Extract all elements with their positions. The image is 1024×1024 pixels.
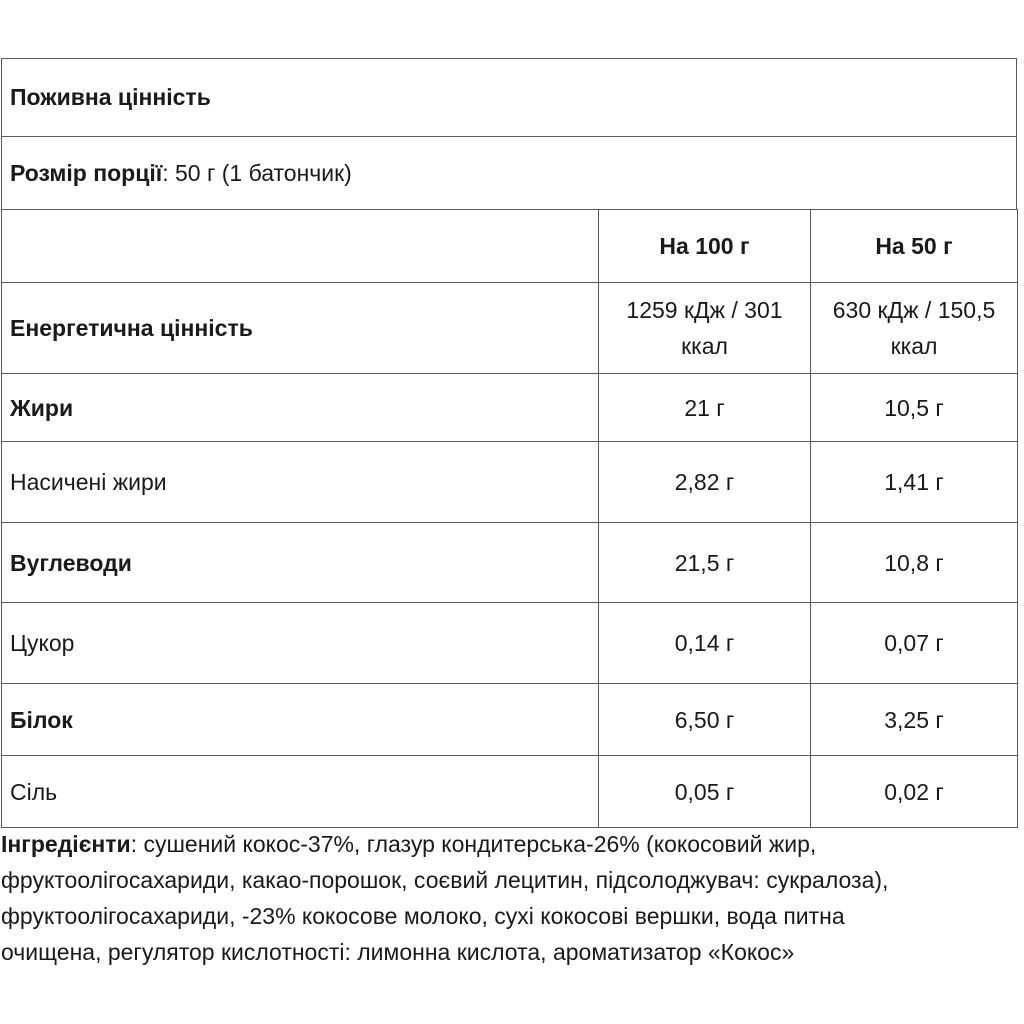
- ingredients-text: [1, 826, 1021, 970]
- value-per-50g: 10,5 г: [811, 374, 1018, 442]
- table-row: [2, 523, 1018, 603]
- table-row: [2, 283, 1018, 374]
- value-per-100g: 2,82 г: [599, 442, 811, 523]
- row-label: Жири: [2, 374, 599, 442]
- table-row: [2, 684, 1018, 756]
- value-per-50g: 0,07 г: [811, 603, 1018, 684]
- row-label: Вуглеводи: [2, 523, 599, 603]
- ingredients-label: Інгредієнти: [1, 831, 131, 857]
- header-row: [2, 210, 1018, 283]
- value-per-50g: 630 кДж / 150,5 ккал: [811, 283, 1018, 374]
- row-label: Білок: [2, 684, 599, 756]
- value-per-50g: 0,02 г: [811, 756, 1018, 828]
- value-per-50g: 3,25 г: [811, 684, 1018, 756]
- row-label: Насичені жири: [2, 442, 599, 523]
- ingredients-line: очищена, регулятор кислотності: лимонна кислота, ароматизатор «Кокос»: [1, 939, 795, 965]
- nutrition-grid: [1, 209, 1018, 828]
- table-title: Поживна цінність: [10, 84, 211, 110]
- serving-size-value: : 50 г (1 батончик): [162, 159, 352, 186]
- value-per-50g: 1,41 г: [811, 442, 1018, 523]
- value-per-100g: 6,50 г: [599, 684, 811, 756]
- table-row: [2, 442, 1018, 523]
- row-label: Сіль: [2, 756, 599, 828]
- ingredients-line: Інгредієнти: сушений кокос-37%, глазур кондитерська-26% (кокосовий жир,: [1, 831, 817, 857]
- serving-size-row: [1, 136, 1017, 209]
- value-per-100g: 0,05 г: [599, 756, 811, 828]
- table-title-row: [1, 58, 1017, 136]
- serving-size-label: Розмір порції: [10, 159, 163, 186]
- value-per-50g: 10,8 г: [811, 523, 1018, 603]
- row-label: Енергетична цінність: [2, 283, 599, 374]
- table-row: [2, 603, 1018, 684]
- table-row: [2, 374, 1018, 442]
- table-row: [2, 756, 1018, 828]
- ingredients-line: фруктоолігосахариди, -23% кокосове молоко, сухі кокосові вершки, вода питна: [1, 903, 845, 929]
- header-empty-cell: [2, 210, 599, 283]
- row-label: Цукор: [2, 603, 599, 684]
- ingredients-line: фруктоолігосахариди, какао-порошок, соєвий лецитин, підсолоджувач: сукралоза),: [1, 867, 889, 893]
- value-per-100g: 1259 кДж / 301 ккал: [599, 283, 811, 374]
- header-per-100g: На 100 г: [599, 210, 811, 283]
- value-per-100g: 0,14 г: [599, 603, 811, 684]
- header-per-50g: На 50 г: [811, 210, 1018, 283]
- value-per-100g: 21 г: [599, 374, 811, 442]
- value-per-100g: 21,5 г: [599, 523, 811, 603]
- nutrition-facts-table: [1, 58, 1017, 828]
